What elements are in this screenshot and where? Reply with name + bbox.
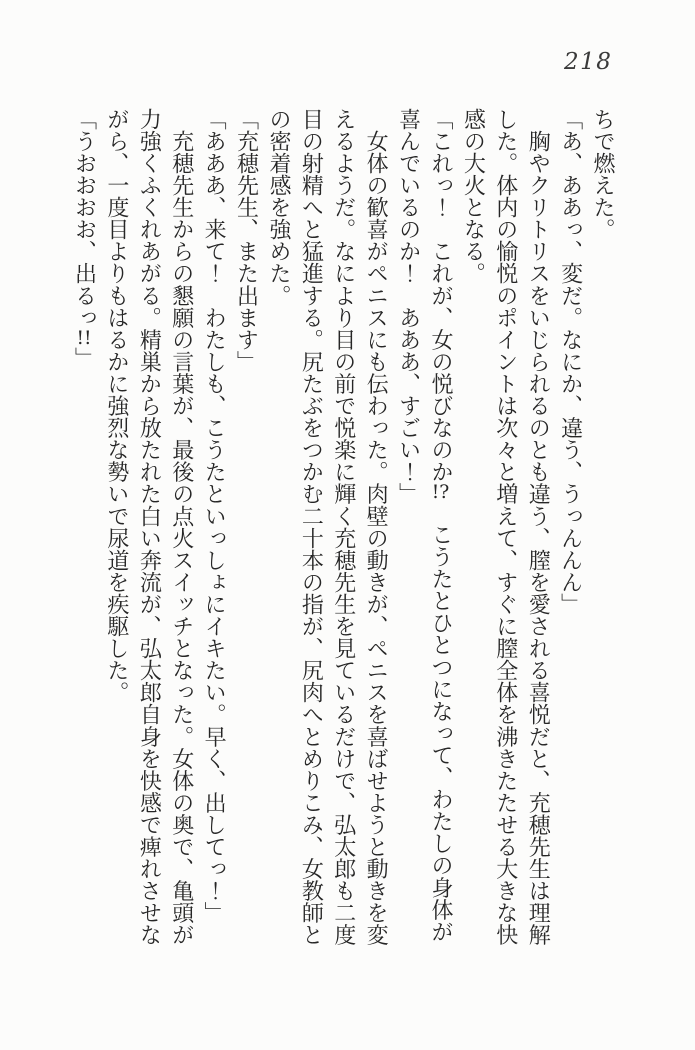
text-column: 「うおおおお、出るっ!!」	[71, 108, 97, 370]
text-column: ちで燃えた。	[590, 108, 615, 241]
text-column: 胸やクリトリスをいじられるのとも違う、膣を愛される喜悦だと、充穂先生は理解	[525, 108, 551, 946]
text-column: 感の大火となる。	[460, 108, 486, 285]
text-column: 「充穂先生、また出ます」	[233, 108, 259, 373]
text-column: がら、一度目よりもはるかに強烈な勢いで尿道を疾駆した。	[103, 108, 129, 704]
text-column: 「これっ！ これが、女の悦びなのか!? こうたとひとつになって、わたしの身体が	[427, 108, 453, 943]
text-column: した。体内の愉悦のポイントは次々と増えて、すぐに膣全体を沸きたたせる大きな快	[492, 108, 518, 946]
text-column: 喜んでいるのか！ あああ、すごい！」	[395, 108, 421, 505]
tate-chu-yoko: !?	[431, 482, 450, 502]
text-column: 「あ、ああっ、変だ。なにか、違う、うっんんん」	[557, 108, 583, 616]
page-number: 218	[564, 49, 613, 75]
text-column: 目の射精へと猛進する。尻たぶをつかむ二十本の指が、尻肉へとめりこみ、女教師と	[298, 108, 324, 946]
text-column: 女体の歓喜がペニスにも伝わった。肉壁の動きが、ペニスを喜ばせようと動きを変	[363, 108, 389, 946]
text-column: 充穂先生からの懇願の言葉が、最後の点火スイッチとなった。女体の奥で、亀頭が	[168, 108, 194, 946]
text-column: の密着感を強めた。	[265, 108, 291, 307]
text-column: 「あああ、来て！ わたしも、こうたといっしょにイキたい。早く、出してっ！」	[201, 108, 227, 924]
page-text	[67, 108, 618, 946]
tate-chu-yoko: !!	[76, 328, 92, 348]
text-column: 力強くふくれあがる。精巣から放たれた白い奔流が、弘太郎自身を快感で痺れさせな	[136, 108, 162, 946]
text-column: えるようだ。なにより目の前で悦楽に輝く充穂先生を見ているだけで、弘太郎も二度	[330, 108, 356, 946]
